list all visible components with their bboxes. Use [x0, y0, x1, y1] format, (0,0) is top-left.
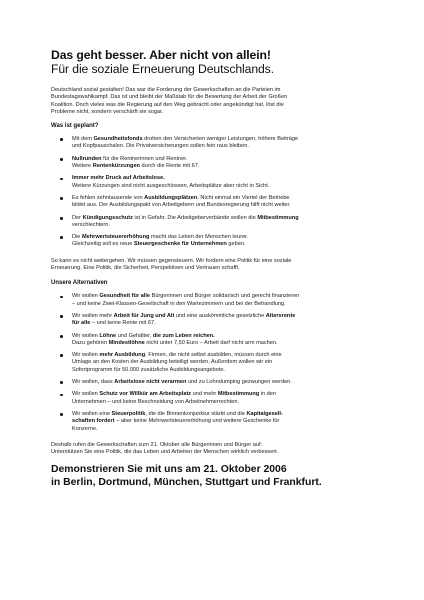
emphasis-text: Nullrunden [72, 155, 102, 162]
intro-line: Koalition. Doch vieles was die Regierung auf den Weg gebracht oder angekündigt hat, löst die [51, 101, 284, 108]
alternative-item [51, 391, 376, 406]
bullet-icon [60, 413, 63, 416]
body-text: Bürgerinnen und Bürger solidarisch und gerecht finanzieren [150, 293, 300, 300]
intro-line: Deutschland sozial gestalten! Das war die Forderung der Gewerkschaften an die Parteien im [51, 87, 281, 93]
alternative-item [51, 411, 376, 433]
body-text: Wir wollen eine [72, 410, 112, 417]
emphasis-text: Mindestlöhne [108, 339, 145, 346]
body-text: drohen den Versicherten weniger Leistungen, höhere Beiträge [142, 136, 299, 143]
intro-line: Bundestagswahlkampf. Das ist und bleibt der Maßstab für die Bewertung der Arbeit der Großen [51, 94, 288, 101]
body-text: und Kopfpauschalen. Die Privatversicherungen sollen fein raus bleiben. [72, 143, 249, 150]
body-text: Wir wollen [72, 352, 100, 359]
planned-item [51, 156, 376, 171]
emphasis-text: Steuergeschenke für Unternehmen [133, 241, 227, 248]
emphasis-text: die zum Leben reichen. [152, 332, 215, 339]
body-text: und eine auskömmliche gesetzliche [174, 312, 266, 319]
body-text: macht das Leben der Menschen teurer. [149, 234, 249, 241]
bullet-icon [60, 158, 63, 161]
body-text: Umlage an den Kosten der Ausbildung beteiligt werden. Außerdem wollen wir ein [72, 359, 273, 366]
emphasis-text: Arbeit für Jung und Alt [113, 312, 175, 319]
emphasis-text: Mehrwertsteuererhöhung [81, 234, 150, 241]
bullet-icon [60, 236, 63, 239]
body-text: Wir wollen mehr [72, 312, 114, 319]
emphasis-text: Gesundheitsfonds [93, 136, 143, 143]
bullet-icon [60, 315, 63, 318]
emphasis-text: mehr Ausbildung [99, 352, 146, 359]
bullet-icon [60, 381, 63, 384]
bullet-icon [60, 394, 63, 397]
bullet-icon [60, 178, 63, 181]
body-text: Dazu gehören [72, 339, 109, 346]
subheadline: Für die soziale Erneuerung Deutschlands. [51, 62, 274, 76]
alternative-item [51, 313, 376, 328]
body-text: bildet aus. Der Ausbildungspakt von Arbeitgebern und Bundesregierung hilft nicht weiter. [72, 202, 291, 209]
alternatives-heading: Unsere Alternativen [51, 280, 108, 287]
bullet-icon [60, 138, 63, 141]
body-text: – und keine Zwei-Klassen-Gesellschaft in den Wartezimmern und bei der Behandlung. [72, 300, 286, 307]
body-text: Mit dem [72, 136, 94, 143]
demo-call [51, 464, 376, 489]
body-text: Wir wollen, dass [72, 379, 115, 386]
emphasis-text: Schutz vor Willkür am Arbeitsplatz [99, 391, 192, 398]
bullet-icon [60, 197, 63, 200]
body-text: nicht unter 7,50 Euro – Arbeit darf nicht arm machen. [144, 339, 278, 346]
headline: Das geht besser. Aber nicht von allein! [51, 48, 271, 62]
body-text: für die Rentnerinnen und Rentner. [101, 155, 188, 162]
body-text: und zu Lohndumping gezwungen werden. [186, 379, 292, 386]
body-text: Gleichzeitig soll es neue [72, 241, 134, 248]
alternative-item [51, 293, 376, 308]
planned-item [51, 215, 376, 230]
body-text: Weitere [72, 163, 93, 170]
body-text: . Firmen, die nicht selbst ausbilden, müssen durch eine [145, 352, 282, 359]
demo-line: in Berlin, Dortmund, München, Stuttgart und Frankfurt. [51, 476, 322, 488]
alternative-item [51, 352, 376, 374]
body-text: Unternehmen – und keine Beschneidung von Arbeitnehmerrechten. [72, 398, 239, 405]
emphasis-text: Ausbildungsplätzen [144, 194, 198, 201]
bullet-icon [60, 217, 63, 220]
body-text: Sofortprogramm für 50.000 zusätzliche Ausbildungsangebote. [72, 366, 225, 373]
body-text: . Nicht einmal ein Viertel der Betriebe [197, 194, 290, 201]
planned-item [51, 136, 376, 151]
body-text: Konzerne. [72, 425, 98, 432]
body-text: Es fehlen zehntausende von [72, 194, 145, 201]
body-text: Wir wollen [72, 332, 100, 339]
emphasis-text: Kapitalgesell- [246, 410, 283, 417]
emphasis-text: Altersrente [265, 312, 296, 319]
body-text: Weitere Kürzungen sind nicht ausgeschlossen, Arbeitsplätze aber nicht in Sicht. [72, 182, 270, 189]
body-text: verschlechtern. [72, 221, 110, 228]
alternative-item [51, 333, 376, 348]
body-text: ist in Gefahr. Die Arbeitgeberverbände wollen die [132, 214, 258, 221]
closing-line: Deshalb rufen die Gewerkschaften zum 21. Oktober alle Bürgerinnen und Bürger auf: [51, 441, 263, 448]
intro-paragraph [51, 87, 376, 116]
emphasis-text: Kündigungsschutz [82, 214, 133, 221]
body-text: Wir wollen [72, 293, 100, 300]
alternative-item [51, 379, 376, 386]
emphasis-text: Arbeitslose nicht verarmen [114, 379, 187, 386]
emphasis-text: Mitbestimmung [217, 391, 260, 398]
body-text: und Gehälter, [116, 332, 153, 339]
emphasis-text: Löhne [99, 332, 117, 339]
body-text: geben. [226, 241, 246, 248]
closing-line: Unterstützen Sie eine Politik, die das Leben und Arbeiten der Menschen wirklich verbessert. [51, 449, 279, 456]
planned-item [51, 195, 376, 210]
body-text: – und keine Rente mit 67. [90, 320, 156, 327]
emphasis-text: Mitbestimmung [257, 214, 299, 221]
bullet-icon [60, 296, 63, 299]
planned-item [51, 234, 376, 249]
emphasis-text: schaften fordert [72, 418, 115, 425]
intro-line: Probleme nicht, sondern verschärft sie sogar. [51, 108, 164, 115]
transition-paragraph [51, 258, 376, 273]
emphasis-text: Rentenkürzungen [92, 163, 140, 170]
emphasis-text: für alle [72, 320, 91, 327]
bullet-icon [60, 354, 63, 357]
body-text: durch die Rente mit 67. [139, 163, 200, 170]
body-text: – aber keine Mehrwertsteuererhöhung und weitere Geschenke für [114, 418, 280, 425]
transition-line: So kann es nicht weitergehen. Wir müssen gegensteuern. Wir fordern eine Politik für eine soziale [51, 257, 292, 264]
planned-item [51, 175, 376, 190]
demo-line: Demonstrieren Sie mit uns am 21. Oktober 2006 [51, 464, 287, 476]
emphasis-text: Immer mehr Druck auf Arbeitslose. [72, 175, 165, 182]
body-text: und mehr [191, 391, 218, 398]
closing-paragraph [51, 442, 376, 457]
body-text: , die die Binnenkonjunktur stärkt und die [145, 410, 247, 417]
transition-line: Erneuerung. Eine Politik, die Sicherheit, Perspektiven und Vertrauen schafft. [51, 265, 240, 272]
alternatives-list [51, 293, 376, 432]
emphasis-text: Steuerpolitik [111, 410, 146, 417]
body-text: in den [259, 391, 276, 398]
body-text: Der [72, 214, 83, 221]
emphasis-text: Gesundheit für alle [99, 293, 151, 300]
bullet-icon [60, 335, 63, 338]
body-text: Wir wollen [72, 391, 100, 398]
body-text: Die [72, 234, 82, 241]
planned-list [51, 136, 376, 249]
planned-heading: Was ist geplant? [51, 123, 99, 130]
